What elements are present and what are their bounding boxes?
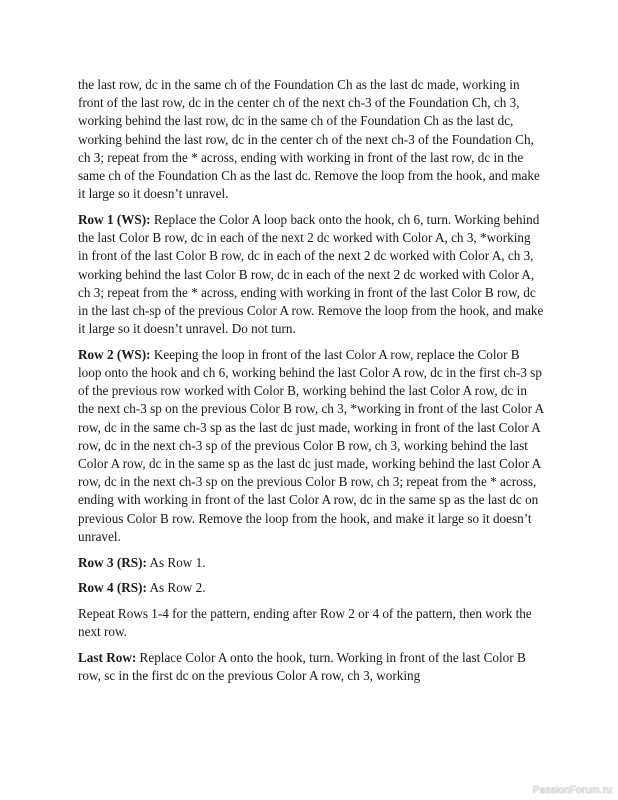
paragraph-text: Replace the Color A loop back onto the hook, ch 6, turn. Working behind the last Color B row, dc in each of the next 2 dc worked with Color A, ch 3, *working in front of the last Color B row, dc in each of the next 2 dc worked with Color A, ch 3, working behind the last Color B row, dc in each of the next 2 dc worked with Color A, ch 3; repeat from the * across, ending with working in front of the last Color B row, dc in the last ch-sp of the previous Color A row. Remove the loop from the hook, and make it large so it doesn’t unravel. Do not turn. [78,211,544,337]
paragraph-row-1 [78,211,544,338]
row-label: Row 3 (RS): [78,554,147,570]
row-label: Row 1 (WS): [78,211,151,227]
document-page [78,76,544,693]
paragraph-text: As Row 1. [146,554,206,570]
paragraph-text: the last row, dc in the same ch of the Foundation Ch as the last dc made, working in front of the last row, dc in the center ch of the next ch-3 of the Foundation Ch, ch 3, working behind the last row, dc in the same ch of the Foundation Ch as the last dc, working behind the last row, dc in the center ch of the next ch-3 of the Foundation Ch, ch 3; repeat from the * across, ending with working in front of the last row, dc in the same ch of the Foundation Ch as the last dc. Remove the loop from the hook, and make it large so it doesn’t unravel. [78,77,540,202]
paragraph-text: Replace Color A onto the hook, turn. Working in front of the last Color B row, sc in the first dc on the previous Color A row, ch 3, working [78,649,526,684]
paragraph-row-2 [78,346,544,546]
paragraph-text: Repeat Rows 1-4 for the pattern, ending after Row 2 or 4 of the pattern, then work the next row. [78,605,532,640]
paragraph-text: As Row 2. [146,580,206,596]
row-label: Last Row: [78,649,137,665]
paragraph-continuation [78,76,544,203]
site-watermark: PassionForum.ru [532,785,612,796]
paragraph-repeat [78,605,544,641]
row-label: Row 4 (RS): [78,580,147,596]
paragraph-last-row [78,649,544,685]
paragraph-row-4 [78,579,544,597]
paragraph-text: Keeping the loop in front of the last Color A row, replace the Color B loop onto the hook and ch 6, working behind the last Color A row, dc in the first ch-3 sp of the previous row worked with Color B, working behind the last Color A row, dc in the next ch-3 sp on the previous Color B row, ch 3, *working in front of the last Color A row, dc in the same ch-3 sp as the last dc just made, working in front of the last Color A row, dc in the next ch-3 sp of the previous Color B row, ch 3, working behind the last Color A row, dc in the same sp as the last dc just made, working behind the last Color A row, dc in the next ch-3 sp on the previous Color B row, ch 3; repeat from the * across, ending with working in front of the last Color A row, dc in the same sp as the last dc on previous Color B row. Remove the loop from the hook, and make it large so it doesn’t unravel. [78,346,544,544]
row-label: Row 2 (WS): [78,346,151,362]
paragraph-row-3 [78,554,544,572]
